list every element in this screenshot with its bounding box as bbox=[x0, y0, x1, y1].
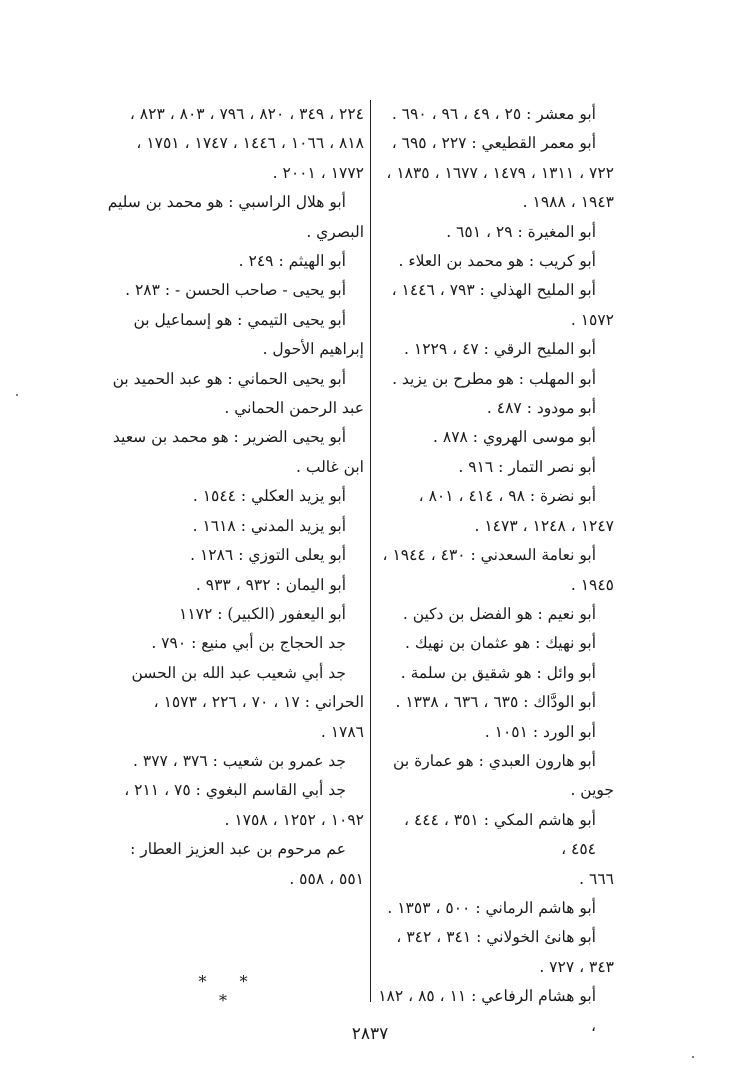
index-entry-continuation: ١٧٧٢ ، ٢٠٠١ . bbox=[272, 163, 364, 182]
index-entry: أبو يحيى الحماني : هو عبد الحميد بن bbox=[112, 369, 346, 388]
index-entry-continuation: ١٩٤٥ . bbox=[570, 575, 614, 594]
index-entry: أبو معشر : ٢٥ ، ٤٩ ، ٩٦ ، ٦٩٠ . bbox=[391, 105, 596, 123]
ornament-stars: * * * bbox=[198, 972, 262, 1010]
index-entry-continuation: ٦٦٦ . bbox=[579, 869, 614, 888]
index-entry: أبو يحيى الضرير : هو محمد بن سعيد bbox=[112, 428, 346, 447]
index-entry: أبو هلال الراسبي : هو محمد بن سليم bbox=[107, 193, 346, 212]
index-entry-continuation: ١٩٤٣ ، ١٩٨٨ . bbox=[522, 193, 614, 212]
index-entry-continuation: ١٧٨٦ . bbox=[320, 722, 364, 741]
index-entry: أبو نضرة : ٩٨ ، ٤١٤ ، ٨٠١ ، bbox=[418, 487, 596, 506]
index-entry: جد الحجاج بن أبي منيع : ٧٩٠ . bbox=[151, 634, 346, 653]
index-entry-continuation: ١٥٧٢ . bbox=[570, 310, 614, 329]
index-entry: أبو الهيثم : ٢٤٩ . bbox=[238, 252, 346, 271]
index-entry: أبو معمر القطيعي : ٢٢٧ ، ٦٩٥ ، bbox=[391, 134, 596, 153]
index-entry-continuation: ٥٥١ ، ٥٥٨ . bbox=[289, 869, 364, 888]
index-entry: أبو اليعفور (الكبير) : ١١٧٢ bbox=[179, 604, 346, 623]
index-entry: أبو هاشم الرماني : ٥٠٠ ، ١٣٥٣ . bbox=[387, 898, 596, 917]
index-entry: أبو الودَّاك : ٦٣٥ ، ٦٣٦ ، ١٣٣٨ . bbox=[395, 693, 596, 712]
index-entry: جد أبي شعيب عبد الله بن الحسن bbox=[131, 663, 346, 682]
index-entry-continuation: ١٢٤٧ ، ١٢٤٨ ، ١٤٧٣ . bbox=[474, 516, 614, 535]
index-entry: أبو نعيم : هو الفضل بن دكين . bbox=[402, 604, 596, 623]
index-entry-continuation: ابن غالب . bbox=[296, 457, 364, 476]
index-entry: أبو كريب : هو محمد بن العلاء . bbox=[398, 252, 596, 271]
index-entry-continuation: ١٠٩٢ ، ١٢٥٢ ، ١٧٥٨ . bbox=[224, 810, 364, 829]
index-entry: أبو المغيرة : ٢٩ ، ٦٥١ . bbox=[446, 222, 596, 241]
right-column bbox=[376, 100, 614, 1041]
stray-dot bbox=[16, 394, 18, 396]
index-entry-continuation: ٨١٨ ، ١٠٦٦ ، ١٤٤٦ ، ١٧٤٧ ، ١٧٥١ ، bbox=[136, 134, 364, 153]
left-column bbox=[100, 100, 364, 894]
index-entry: أبو هاشم المكي : ٣٥١ ، ٤٤٤ ، ٤٥٤ ، bbox=[404, 810, 596, 859]
index-entry: أبو يحيى - صاحب الحسن - : ٢٨٣ . bbox=[125, 281, 346, 300]
index-entry: أبو نصر التمار : ٩١٦ . bbox=[458, 457, 596, 476]
index-entry: أبو وائل : هو شقيق بن سلمة . bbox=[400, 663, 596, 682]
column-divider bbox=[370, 100, 371, 1002]
index-entry: جد عمرو بن شعيب : ٣٧٦ ، ٣٧٧ . bbox=[133, 751, 346, 770]
index-entry: أبو هارون العبدي : هو عمارة بن bbox=[393, 751, 596, 770]
index-entry: أبو هانئ الخولاني : ٣٤١ ، ٣٤٢ ، bbox=[396, 928, 596, 947]
index-entry: أبو الورد : ١٠٥١ . bbox=[484, 722, 596, 741]
index-entry: أبو موسى الهروي : ٨٧٨ . bbox=[433, 428, 596, 447]
index-entry-continuation: إبراهيم الأحول . bbox=[262, 340, 364, 359]
index-entry-continuation: جوين . bbox=[570, 781, 614, 800]
index-entry-continuation: ٣٤٣ ، ٧٢٧ . bbox=[539, 957, 614, 976]
index-entry: أبو اليمان : ٩٣٢ ، ٩٣٣ . bbox=[195, 575, 346, 594]
index-entry: عم مرحوم بن عبد العزيز العطار : bbox=[130, 840, 346, 859]
index-entry-continuation: ٧٢٢ ، ١٣١١ ، ١٤٧٩ ، ١٦٧٧ ، ١٨٣٥ ، bbox=[386, 163, 614, 182]
index-entry: أبو مودود : ٤٨٧ . bbox=[486, 399, 596, 418]
index-entry: أبو المليح الهذلي : ٧٩٣ ، ١٤٤٦ ، bbox=[391, 281, 596, 300]
index-entry: أبو المليح الرقي : ٤٧ ، ١٢٢٩ . bbox=[404, 340, 596, 359]
index-entry: أبو هشام الرفاعي : ١١ ، ٨٥ ، ١٨٢ ، bbox=[378, 987, 596, 1035]
page-number: ٢٨٣٧ bbox=[351, 1024, 389, 1044]
index-entry: أبو نعامة السعدني : ٤٣٠ ، ١٩٤٤ ، bbox=[382, 546, 596, 565]
stray-dot bbox=[692, 1056, 694, 1058]
index-entry: أبو يعلى التوزي : ١٢٨٦ . bbox=[190, 546, 346, 565]
index-entry-continuation: الحراني : ١٧ ، ٧٠ ، ٢٢٦ ، ١٥٧٣ ، bbox=[153, 693, 364, 712]
index-entry-continuation: البصري . bbox=[306, 222, 364, 241]
index-entry-continuation: ٢٢٤ ، ٣٤٩ ، ٨٢٠ ، ٧٩٦ ، ٨٠٣ ، ٨٢٣ ، bbox=[129, 105, 364, 123]
index-entry: أبو يزيد المدني : ١٦١٨ . bbox=[192, 516, 346, 535]
index-entry: أبو نهيك : هو عثمان بن نهيك . bbox=[405, 634, 596, 653]
index-entry: أبو يحيى التيمي : هو إسماعيل بن bbox=[133, 310, 346, 329]
index-entry-continuation: عبد الرحمن الحماني . bbox=[224, 399, 364, 418]
index-entry: أبو يزيد العكلي : ١٥٤٤ . bbox=[192, 487, 346, 506]
index-entry: أبو المهلب : هو مطرح بن يزيد . bbox=[392, 369, 596, 388]
index-entry: جد أبي القاسم البغوي : ٧٥ ، ٢١١ ، bbox=[124, 781, 346, 800]
